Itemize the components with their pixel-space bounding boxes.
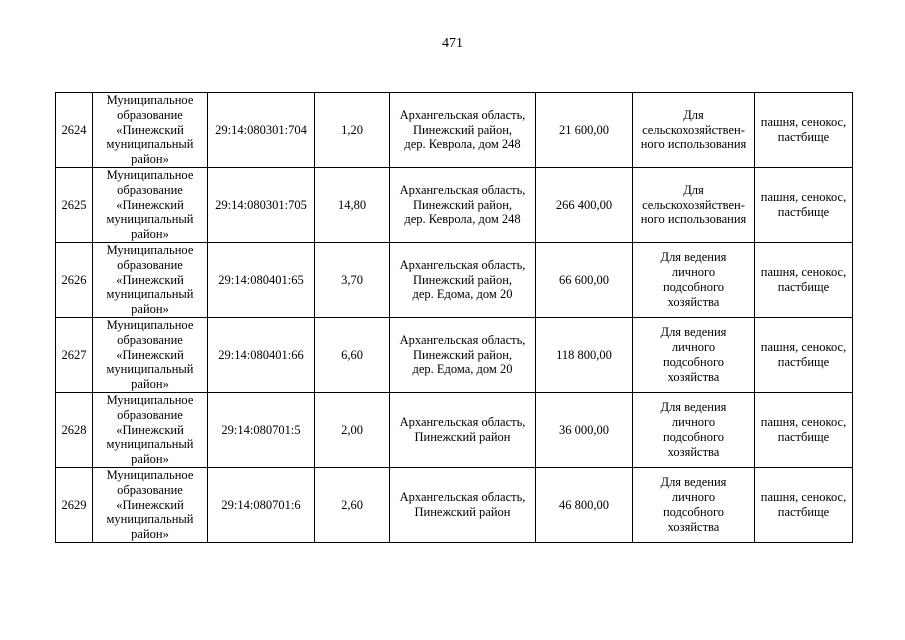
owner-cell — [93, 93, 208, 168]
address-cell-line: Архангельская область, — [399, 415, 526, 430]
address-cell-line: дер. Едома, дом 20 — [412, 287, 513, 302]
permitted-use-cell-line: Для ведения — [660, 250, 727, 265]
address-cell — [390, 242, 536, 317]
owner-cell-line: муниципальный — [106, 212, 194, 227]
owner-cell-line: образование — [117, 332, 183, 347]
land-use-cell-line: пастбище — [777, 204, 830, 219]
owner-cell-line: образование — [117, 107, 183, 122]
address-cell — [390, 467, 536, 542]
land-use-cell-line: пашня, сенокос, — [760, 190, 847, 205]
land-use-cell-line: пастбище — [777, 129, 830, 144]
owner-cell-line: район» — [131, 527, 169, 542]
permitted-use-cell-line: Для ведения — [660, 475, 727, 490]
owner-cell-line: муниципальный — [106, 512, 194, 527]
area-cell: 2,00 — [315, 392, 390, 467]
area-cell: 14,80 — [315, 167, 390, 242]
owner-cell — [93, 167, 208, 242]
land-use-cell — [755, 167, 853, 242]
address-cell — [390, 317, 536, 392]
table-row — [56, 93, 853, 168]
row-number: 2625 — [56, 167, 93, 242]
cadastral-number-cell: 29:14:080701:6 — [208, 467, 315, 542]
owner-cell-line: район» — [131, 227, 169, 242]
owner-cell-line: «Пинежский — [116, 497, 184, 512]
permitted-use-cell-line: хозяйства — [667, 519, 720, 534]
owner-cell-line: район» — [131, 152, 169, 167]
owner-cell-line: «Пинежский — [116, 197, 184, 212]
permitted-use-cell — [633, 167, 755, 242]
address-cell-line: Пинежский район — [414, 429, 511, 444]
cadastral-number-cell: 29:14:080401:66 — [208, 317, 315, 392]
cadastral-value-cell: 66 600,00 — [536, 242, 633, 317]
owner-cell — [93, 242, 208, 317]
address-cell — [390, 167, 536, 242]
land-use-cell-line: пашня, сенокос, — [760, 115, 847, 130]
address-cell — [390, 93, 536, 168]
land-use-cell-line: пашня, сенокос, — [760, 490, 847, 505]
permitted-use-cell-line: Для ведения — [660, 400, 727, 415]
row-number: 2624 — [56, 93, 93, 168]
page-number: 471 — [442, 36, 463, 51]
cadastral-number-cell: 29:14:080301:705 — [208, 167, 315, 242]
owner-cell — [93, 317, 208, 392]
table-row — [56, 317, 853, 392]
permitted-use-cell — [633, 93, 755, 168]
address-cell-line: Пинежский район — [414, 504, 511, 519]
owner-cell-line: образование — [117, 257, 183, 272]
permitted-use-cell-line: подсобного — [662, 279, 725, 294]
land-use-cell-line: пастбище — [777, 354, 830, 369]
owner-cell-line: «Пинежский — [116, 347, 184, 362]
land-use-cell — [755, 317, 853, 392]
land-use-cell-line: пастбище — [777, 504, 830, 519]
permitted-use-cell-line: ного использования — [640, 212, 747, 227]
owner-cell-line: Муниципальное — [106, 93, 194, 107]
cadastral-value-cell: 266 400,00 — [536, 167, 633, 242]
row-number: 2627 — [56, 317, 93, 392]
cadastral-value-cell: 36 000,00 — [536, 392, 633, 467]
address-cell-line: Архангельская область, — [399, 490, 526, 505]
address-cell-line: Архангельская область, — [399, 257, 526, 272]
cadastral-number-cell: 29:14:080701:5 — [208, 392, 315, 467]
owner-cell-line: «Пинежский — [116, 272, 184, 287]
owner-cell-line: «Пинежский — [116, 122, 184, 137]
address-cell — [390, 392, 536, 467]
owner-cell-line: муниципальный — [106, 287, 194, 302]
table-row — [56, 392, 853, 467]
land-use-cell-line: пашня, сенокос, — [760, 415, 847, 430]
land-use-cell — [755, 392, 853, 467]
permitted-use-cell-line: подсобного — [662, 429, 725, 444]
permitted-use-cell — [633, 317, 755, 392]
land-use-cell-line: пашня, сенокос, — [760, 265, 847, 280]
permitted-use-cell-line: ного использования — [640, 137, 747, 152]
owner-cell-line: Муниципальное — [106, 242, 194, 257]
row-number: 2629 — [56, 467, 93, 542]
address-cell-line: Пинежский район, — [412, 347, 513, 362]
owner-cell-line: муниципальный — [106, 362, 194, 377]
permitted-use-cell-line: Для — [683, 107, 704, 122]
owner-cell-line: район» — [131, 302, 169, 317]
address-cell-line: Архангельская область, — [399, 107, 526, 122]
owner-cell — [93, 392, 208, 467]
permitted-use-cell-line: хозяйства — [667, 369, 720, 384]
owner-cell-line: «Пинежский — [116, 422, 184, 437]
permitted-use-cell-line: хозяйства — [667, 294, 720, 309]
owner-cell-line: Муниципальное — [106, 392, 194, 407]
owner-cell-line: район» — [131, 452, 169, 467]
area-cell: 1,20 — [315, 93, 390, 168]
area-cell: 3,70 — [315, 242, 390, 317]
address-cell-line: дер. Кеврола, дом 248 — [404, 212, 521, 227]
permitted-use-cell-line: подсобного — [662, 354, 725, 369]
address-cell-line: Пинежский район, — [412, 122, 513, 137]
permitted-use-cell-line: Для ведения — [660, 325, 727, 340]
cadastral-number-cell: 29:14:080401:65 — [208, 242, 315, 317]
table-row — [56, 467, 853, 542]
land-plots-table — [55, 92, 853, 543]
area-cell: 2,60 — [315, 467, 390, 542]
table-row — [56, 167, 853, 242]
permitted-use-cell — [633, 392, 755, 467]
owner-cell-line: Муниципальное — [106, 317, 194, 332]
permitted-use-cell-line: подсобного — [662, 504, 725, 519]
permitted-use-cell — [633, 467, 755, 542]
permitted-use-cell-line: личного — [671, 415, 716, 430]
owner-cell-line: район» — [131, 377, 169, 392]
land-use-cell — [755, 242, 853, 317]
cadastral-value-cell: 118 800,00 — [536, 317, 633, 392]
cadastral-number-cell: 29:14:080301:704 — [208, 93, 315, 168]
permitted-use-cell-line: личного — [671, 265, 716, 280]
address-cell-line: Пинежский район, — [412, 272, 513, 287]
owner-cell-line: Муниципальное — [106, 167, 194, 182]
permitted-use-cell — [633, 242, 755, 317]
owner-cell-line: муниципальный — [106, 437, 194, 452]
address-cell-line: Архангельская область, — [399, 332, 526, 347]
permitted-use-cell-line: личного — [671, 490, 716, 505]
land-use-cell-line: пастбище — [777, 279, 830, 294]
land-use-cell-line: пастбище — [777, 429, 830, 444]
address-cell-line: Архангельская область, — [399, 182, 526, 197]
land-use-cell — [755, 93, 853, 168]
row-number: 2628 — [56, 392, 93, 467]
table-body — [56, 93, 853, 543]
owner-cell — [93, 467, 208, 542]
area-cell: 6,60 — [315, 317, 390, 392]
table-row — [56, 242, 853, 317]
owner-cell-line: муниципальный — [106, 137, 194, 152]
permitted-use-cell-line: сельскохозяйствен- — [642, 197, 745, 212]
owner-cell-line: образование — [117, 407, 183, 422]
land-use-cell-line: пашня, сенокос, — [760, 340, 847, 355]
row-number: 2626 — [56, 242, 93, 317]
owner-cell-line: образование — [117, 482, 183, 497]
address-cell-line: дер. Едома, дом 20 — [412, 362, 513, 377]
cadastral-value-cell: 21 600,00 — [536, 93, 633, 168]
owner-cell-line: Муниципальное — [106, 467, 194, 482]
permitted-use-cell-line: хозяйства — [667, 444, 720, 459]
permitted-use-cell-line: личного — [671, 340, 716, 355]
address-cell-line: дер. Кеврола, дом 248 — [404, 137, 521, 152]
land-use-cell — [755, 467, 853, 542]
owner-cell-line: образование — [117, 182, 183, 197]
permitted-use-cell-line: сельскохозяйствен- — [642, 122, 745, 137]
address-cell-line: Пинежский район, — [412, 197, 513, 212]
cadastral-value-cell: 46 800,00 — [536, 467, 633, 542]
permitted-use-cell-line: Для — [683, 182, 704, 197]
